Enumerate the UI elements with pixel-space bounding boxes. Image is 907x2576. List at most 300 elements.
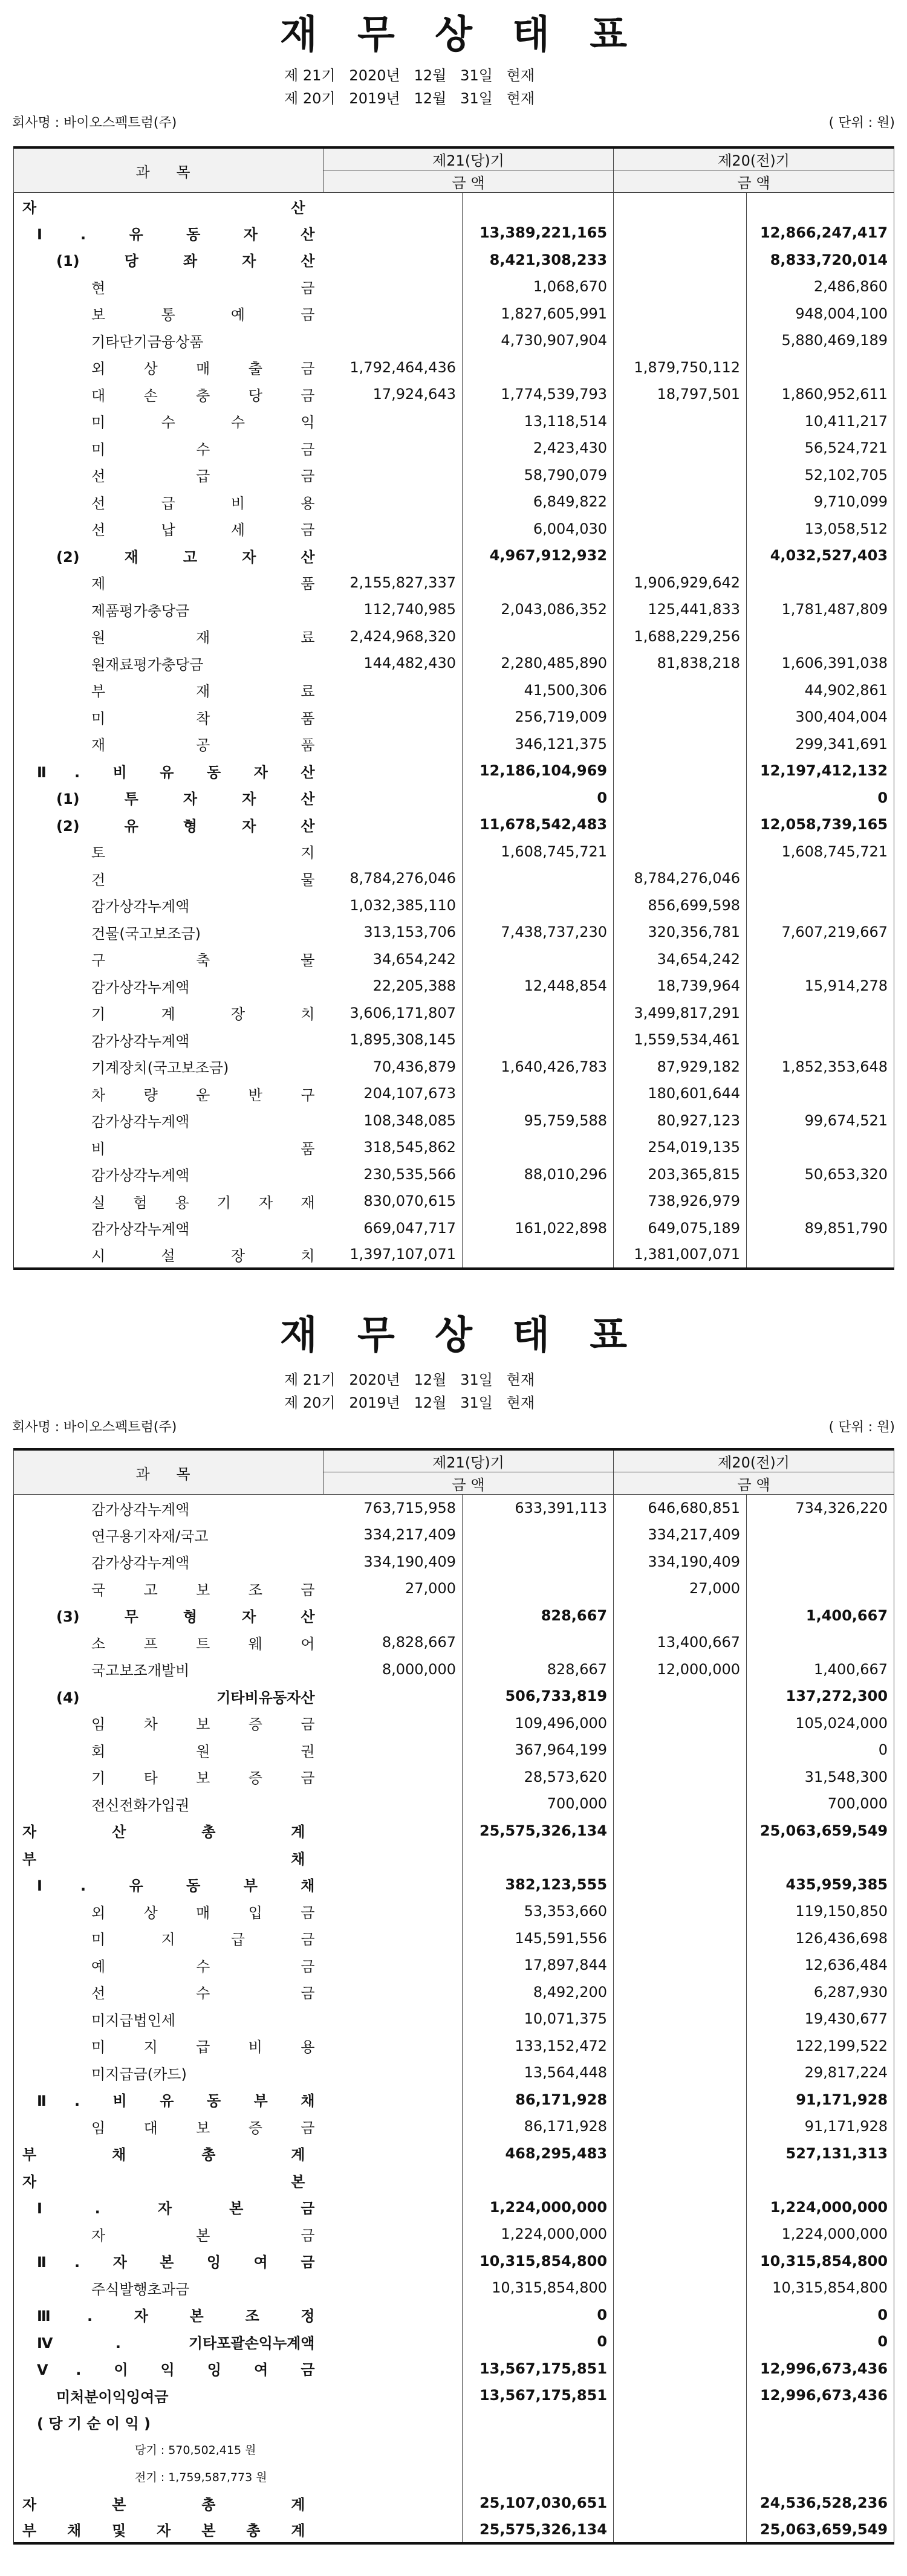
- current-detail-amount: [323, 785, 463, 812]
- meta-row: [0, 112, 907, 131]
- account-label: 회 원 권: [91, 1743, 315, 1760]
- account-header: 과 목: [14, 147, 323, 193]
- table-row: [14, 972, 894, 1000]
- account-label: (1) 당 좌 자 산: [56, 253, 315, 270]
- current-detail-amount: [323, 1764, 463, 1791]
- account-label: 선 수 금: [91, 1985, 315, 2002]
- prior-detail-amount: [614, 2409, 747, 2436]
- prior-detail-amount: [614, 731, 747, 758]
- current-detail-amount: 3,606,171,807: [323, 1000, 463, 1027]
- current-total-amount: 2,280,485,890: [463, 650, 614, 677]
- prior-detail-amount: [614, 1790, 747, 1817]
- current-detail-amount: 108,348,085: [323, 1107, 463, 1134]
- table-row: [14, 946, 894, 973]
- account-label: 미 지 급 비 용: [91, 2039, 315, 2056]
- table-row: [14, 193, 894, 220]
- prior-total-amount: 299,341,691: [747, 731, 894, 758]
- prior-detail-amount: 1,906,929,642: [614, 569, 747, 597]
- prior-total-amount: [747, 1188, 894, 1215]
- current-period-line: 제 21기 2020년 12월 31일 현재: [284, 1371, 535, 1388]
- prior-total-amount: 91,171,928: [747, 2086, 894, 2114]
- prior-detail-amount: [614, 408, 747, 435]
- current-total-amount: 1,774,539,793: [463, 381, 614, 408]
- account-label: 자 본 총 계: [22, 2496, 305, 2513]
- account-label: 감가상각누계액: [91, 979, 190, 996]
- account-label: Ⅴ. 이 익 잉 여 금: [37, 2361, 315, 2379]
- table-row: [14, 1790, 894, 1817]
- current-total-amount: [463, 569, 614, 597]
- balance-sheet-table: [13, 1448, 894, 2545]
- table-row: [14, 704, 894, 731]
- current-detail-amount: [323, 2033, 463, 2060]
- table-row: [14, 1602, 894, 1629]
- table-row: [14, 247, 894, 274]
- table-row: [14, 677, 894, 704]
- current-detail-amount: 669,047,717: [323, 1215, 463, 1242]
- current-detail-amount: [323, 1683, 463, 1710]
- current-detail-amount: 763,715,958: [323, 1495, 463, 1522]
- prior-total-amount: 15,914,278: [747, 972, 894, 1000]
- current-total-amount: [463, 946, 614, 973]
- table-row: [14, 2409, 894, 2436]
- current-period-header: 제21(당)기: [323, 147, 614, 170]
- balance-sheet-table: [13, 146, 894, 1270]
- current-detail-amount: 204,107,673: [323, 1080, 463, 1107]
- current-detail-amount: 2,424,968,320: [323, 623, 463, 650]
- current-total-amount: [463, 1080, 614, 1107]
- account-label: 자 산 총 계: [22, 1824, 305, 1841]
- current-total-amount: 0: [463, 785, 614, 812]
- current-detail-amount: [323, 2490, 463, 2517]
- prior-total-amount: [747, 1134, 894, 1161]
- prior-total-amount: 1,224,000,000: [747, 2221, 894, 2248]
- prior-total-amount: 0: [747, 2302, 894, 2329]
- current-detail-amount: [323, 247, 463, 274]
- prior-total-amount: 12,996,673,436: [747, 2355, 894, 2383]
- table-row: [14, 516, 894, 543]
- prior-total-amount: [747, 1241, 894, 1269]
- prior-detail-amount: 180,601,644: [614, 1080, 747, 1107]
- account-label: 소 프 트 웨 어: [91, 1635, 315, 1652]
- table-row: [14, 2113, 894, 2140]
- current-detail-amount: [323, 2436, 463, 2463]
- prior-total-amount: [747, 1080, 894, 1107]
- current-total-amount: 17,897,844: [463, 1952, 614, 1979]
- prior-detail-amount: [614, 1844, 747, 1871]
- account-label: 건물(국고보조금): [91, 925, 201, 942]
- current-detail-amount: [323, 2328, 463, 2355]
- table-row: [14, 2382, 894, 2409]
- prior-total-amount: 56,524,721: [747, 435, 894, 462]
- prior-total-amount: 1,400,667: [747, 1602, 894, 1629]
- table-row: [14, 2167, 894, 2194]
- current-total-amount: 828,667: [463, 1602, 614, 1629]
- current-detail-amount: 1,895,308,145: [323, 1026, 463, 1053]
- prior-detail-amount: [614, 2221, 747, 2248]
- current-detail-amount: [323, 757, 463, 785]
- current-detail-amount: [323, 2194, 463, 2221]
- prior-detail-amount: [614, 2140, 747, 2167]
- prior-total-amount: [747, 865, 894, 892]
- account-label: 부 채 총 계: [22, 2146, 305, 2164]
- prior-total-amount: [747, 1844, 894, 1871]
- current-total-amount: 58,790,079: [463, 462, 614, 489]
- prior-detail-amount: 738,926,979: [614, 1188, 747, 1215]
- current-total-amount: 53,353,660: [463, 1898, 614, 1925]
- account-label: (2) 재 고 자 산: [56, 548, 315, 566]
- table-row: [14, 1575, 894, 1602]
- account-label: 부 채: [22, 1850, 305, 1868]
- account-label: (1) 투 자 자 산: [56, 791, 315, 808]
- table-row: [14, 785, 894, 812]
- account-label: 재 공 품: [91, 737, 315, 754]
- table-row: [14, 1710, 894, 1737]
- current-total-amount: [463, 892, 614, 919]
- prior-total-amount: 137,272,300: [747, 1683, 894, 1710]
- current-detail-amount: [323, 704, 463, 731]
- current-amount-header: 금 액: [323, 1472, 614, 1495]
- current-total-amount: 1,640,426,783: [463, 1053, 614, 1081]
- current-total-amount: 28,573,620: [463, 1764, 614, 1791]
- account-label: 국 고 보 조 금: [91, 1581, 315, 1599]
- prior-total-amount: 12,197,412,132: [747, 757, 894, 785]
- table-row: [14, 300, 894, 328]
- prior-total-amount: 9,710,099: [747, 488, 894, 516]
- current-total-amount: 468,295,483: [463, 2140, 614, 2167]
- current-total-amount: [463, 2409, 614, 2436]
- account-label: 제 품: [91, 575, 315, 593]
- current-total-amount: 12,448,854: [463, 972, 614, 1000]
- account-label: 기타단기금융상품: [91, 333, 204, 351]
- account-label: 부 재 료: [91, 683, 315, 701]
- current-detail-amount: [323, 2005, 463, 2033]
- prior-detail-amount: [614, 1871, 747, 1898]
- current-total-amount: 1,608,745,721: [463, 838, 614, 866]
- current-total-amount: 11,678,542,483: [463, 811, 614, 838]
- current-detail-amount: 313,153,706: [323, 919, 463, 946]
- account-label: 감가상각누계액: [91, 1501, 190, 1518]
- account-label: 자 본 금: [91, 2227, 315, 2244]
- prior-detail-amount: [614, 2490, 747, 2517]
- current-detail-amount: [323, 300, 463, 328]
- table-row: [14, 2005, 894, 2033]
- table-row: [14, 1241, 894, 1269]
- current-total-amount: [463, 865, 614, 892]
- current-total-amount: 161,022,898: [463, 1215, 614, 1242]
- current-detail-amount: 17,924,643: [323, 381, 463, 408]
- prior-detail-amount: 646,680,851: [614, 1495, 747, 1522]
- current-total-amount: [463, 1629, 614, 1656]
- current-total-amount: 7,438,737,230: [463, 919, 614, 946]
- account-label: 자 산: [22, 199, 305, 216]
- prior-total-amount: 12,636,484: [747, 1952, 894, 1979]
- current-total-amount: 13,567,175,851: [463, 2355, 614, 2383]
- table-row: [14, 1925, 894, 1952]
- account-label: 기 타 보 증 금: [91, 1770, 315, 1787]
- prior-total-amount: [747, 623, 894, 650]
- current-detail-amount: 1,792,464,436: [323, 354, 463, 381]
- current-total-amount: 6,849,822: [463, 488, 614, 516]
- current-detail-amount: [323, 2517, 463, 2544]
- prior-total-amount: 50,653,320: [747, 1161, 894, 1188]
- current-detail-amount: 8,000,000: [323, 1656, 463, 1683]
- prior-detail-amount: [614, 704, 747, 731]
- prior-total-amount: 0: [747, 785, 894, 812]
- table-row: [14, 596, 894, 623]
- current-detail-amount: 144,482,430: [323, 650, 463, 677]
- table-row: [14, 1952, 894, 1979]
- current-detail-amount: [323, 1736, 463, 1764]
- prior-detail-amount: [614, 2463, 747, 2490]
- current-detail-amount: [323, 462, 463, 489]
- account-label: Ⅰ. 유 동 자 산: [37, 225, 315, 243]
- current-detail-amount: [323, 838, 463, 866]
- current-total-amount: 700,000: [463, 1790, 614, 1817]
- current-detail-amount: [323, 1710, 463, 1737]
- table-row: [14, 1080, 894, 1107]
- account-label: 감가상각누계액: [91, 1032, 190, 1050]
- current-total-amount: 2,043,086,352: [463, 596, 614, 623]
- prior-total-amount: 5,880,469,189: [747, 327, 894, 354]
- prior-detail-amount: [614, 1817, 747, 1845]
- prior-detail-amount: 81,838,218: [614, 650, 747, 677]
- table-row: [14, 1107, 894, 1134]
- table-row: [14, 2328, 894, 2355]
- current-detail-amount: [323, 273, 463, 300]
- prior-total-amount: [747, 1000, 894, 1027]
- current-detail-amount: [323, 435, 463, 462]
- prior-detail-amount: 1,381,007,071: [614, 1241, 747, 1269]
- prior-period-header: 제20(전)기: [614, 147, 894, 170]
- prior-detail-amount: [614, 2274, 747, 2302]
- current-total-amount: 10,315,854,800: [463, 2274, 614, 2302]
- account-label: 미 수 금: [91, 441, 315, 458]
- account-label: 감가상각누계액: [91, 1221, 190, 1238]
- current-total-amount: [463, 2167, 614, 2194]
- page-1: [0, 0, 907, 131]
- current-total-amount: 1,827,605,991: [463, 300, 614, 328]
- prior-total-amount: 12,996,673,436: [747, 2382, 894, 2409]
- prior-detail-amount: 254,019,135: [614, 1134, 747, 1161]
- account-label: 제품평가충당금: [91, 602, 190, 620]
- prior-total-amount: 99,674,521: [747, 1107, 894, 1134]
- prior-amount-header: 금 액: [614, 1472, 894, 1495]
- prior-detail-amount: 13,400,667: [614, 1629, 747, 1656]
- account-label: 구 축 물: [91, 952, 315, 969]
- prior-total-amount: 91,171,928: [747, 2113, 894, 2140]
- prior-total-amount: [747, 2409, 894, 2436]
- current-detail-amount: 22,205,388: [323, 972, 463, 1000]
- table-row: [14, 273, 894, 300]
- current-total-amount: 8,421,308,233: [463, 247, 614, 274]
- prior-total-amount: [747, 1629, 894, 1656]
- prior-detail-amount: 8,784,276,046: [614, 865, 747, 892]
- current-detail-amount: [323, 1952, 463, 1979]
- current-detail-amount: 830,070,615: [323, 1188, 463, 1215]
- current-total-amount: 367,964,199: [463, 1736, 614, 1764]
- prior-amount-header: 금 액: [614, 170, 894, 193]
- prior-detail-amount: [614, 2086, 747, 2114]
- table-row: [14, 1053, 894, 1081]
- current-detail-amount: 334,190,409: [323, 1549, 463, 1576]
- prior-total-amount: 2,486,860: [747, 273, 894, 300]
- account-label: (2) 유 형 자 산: [56, 817, 315, 835]
- prior-total-amount: 10,315,854,800: [747, 2274, 894, 2302]
- table-row: [14, 1683, 894, 1710]
- account-label: 원 재 료: [91, 629, 315, 647]
- current-total-amount: 25,575,326,134: [463, 2517, 614, 2544]
- prior-total-amount: 24,536,528,236: [747, 2490, 894, 2517]
- current-detail-amount: [323, 2355, 463, 2383]
- current-total-amount: [463, 193, 614, 220]
- prior-detail-amount: [614, 1952, 747, 1979]
- prior-total-amount: [747, 1521, 894, 1549]
- current-total-amount: 0: [463, 2328, 614, 2355]
- current-detail-amount: [323, 1925, 463, 1952]
- prior-total-amount: 1,781,487,809: [747, 596, 894, 623]
- current-period-line: 제 21기 2020년 12월 31일 현재: [284, 67, 535, 84]
- prior-detail-amount: [614, 462, 747, 489]
- current-total-amount: 109,496,000: [463, 1710, 614, 1737]
- table-row: [14, 1495, 894, 1522]
- prior-detail-amount: [614, 1736, 747, 1764]
- prior-period-line: 제 20기 2019년 12월 31일 현재: [284, 1394, 535, 1411]
- prior-detail-amount: [614, 327, 747, 354]
- period-info: [284, 64, 623, 110]
- prior-total-amount: 1,224,000,000: [747, 2194, 894, 2221]
- table-row: [14, 1844, 894, 1871]
- table-row: [14, 542, 894, 569]
- prior-detail-amount: [614, 1925, 747, 1952]
- current-detail-amount: [323, 1602, 463, 1629]
- prior-total-amount: 1,852,353,648: [747, 1053, 894, 1081]
- current-detail-amount: [323, 2248, 463, 2275]
- prior-detail-amount: [614, 300, 747, 328]
- current-detail-amount: [323, 2059, 463, 2086]
- prior-detail-amount: [614, 193, 747, 220]
- current-total-amount: [463, 1549, 614, 1576]
- table-row: [14, 1549, 894, 1576]
- current-detail-amount: [323, 2274, 463, 2302]
- prior-total-amount: 300,404,004: [747, 704, 894, 731]
- account-label: 연구용기자재/국고: [91, 1527, 209, 1545]
- prior-detail-amount: 320,356,781: [614, 919, 747, 946]
- prior-total-amount: 126,436,698: [747, 1925, 894, 1952]
- prior-total-amount: 1,608,745,721: [747, 838, 894, 866]
- prior-detail-amount: [614, 488, 747, 516]
- current-total-amount: 12,186,104,969: [463, 757, 614, 785]
- account-label: 예 수 금: [91, 1958, 315, 1975]
- current-detail-amount: [323, 516, 463, 543]
- prior-period-line: 제 20기 2019년 12월 31일 현재: [284, 90, 535, 107]
- prior-total-amount: 19,430,677: [747, 2005, 894, 2033]
- table-row: [14, 2490, 894, 2517]
- current-detail-amount: [323, 1871, 463, 1898]
- account-label: 당기 : 570,502,415 원: [135, 2444, 256, 2458]
- prior-detail-amount: [614, 2033, 747, 2060]
- account-label: 미 지 급 금: [91, 1931, 315, 1949]
- current-total-amount: 13,118,514: [463, 408, 614, 435]
- prior-detail-amount: [614, 757, 747, 785]
- current-total-amount: 25,575,326,134: [463, 1817, 614, 1845]
- current-total-amount: 10,071,375: [463, 2005, 614, 2033]
- table-row: [14, 1161, 894, 1188]
- table-row: [14, 327, 894, 354]
- prior-detail-amount: [614, 2194, 747, 2221]
- current-total-amount: 506,733,819: [463, 1683, 614, 1710]
- table-row: [14, 1871, 894, 1898]
- prior-total-amount: 1,400,667: [747, 1656, 894, 1683]
- current-total-amount: 382,123,555: [463, 1871, 614, 1898]
- prior-total-amount: [747, 892, 894, 919]
- table-row: [14, 488, 894, 516]
- prior-detail-amount: 3,499,817,291: [614, 1000, 747, 1027]
- current-detail-amount: 2,155,827,337: [323, 569, 463, 597]
- prior-detail-amount: [614, 2302, 747, 2329]
- account-label: 임 대 보 증 금: [91, 2119, 315, 2137]
- current-detail-amount: 34,654,242: [323, 946, 463, 973]
- prior-total-amount: 119,150,850: [747, 1898, 894, 1925]
- current-total-amount: 1,224,000,000: [463, 2194, 614, 2221]
- prior-detail-amount: [614, 785, 747, 812]
- prior-detail-amount: 1,559,534,461: [614, 1026, 747, 1053]
- account-label: 전신전화가입권: [91, 1796, 190, 1814]
- page-title: 재 무 상 태 표: [279, 1313, 641, 1358]
- prior-total-amount: 52,102,705: [747, 462, 894, 489]
- account-header: 과 목: [14, 1449, 323, 1495]
- prior-detail-amount: [614, 2059, 747, 2086]
- prior-total-amount: [747, 2463, 894, 2490]
- account-label: 비 품: [91, 1140, 315, 1157]
- table-row: [14, 1215, 894, 1242]
- current-detail-amount: 318,545,862: [323, 1134, 463, 1161]
- account-label: 선 급 금: [91, 468, 315, 485]
- table-row: [14, 1979, 894, 2006]
- prior-detail-amount: [614, 838, 747, 866]
- current-detail-amount: 8,784,276,046: [323, 865, 463, 892]
- current-detail-amount: 1,032,385,110: [323, 892, 463, 919]
- account-label: 현 금: [91, 279, 315, 297]
- prior-total-amount: 734,326,220: [747, 1495, 894, 1522]
- prior-detail-amount: 18,797,501: [614, 381, 747, 408]
- table-row: [14, 1656, 894, 1683]
- table-row: [14, 2221, 894, 2248]
- table-row: [14, 2517, 894, 2544]
- prior-total-amount: 105,024,000: [747, 1710, 894, 1737]
- account-label: Ⅱ. 자 본 잉 여 금: [37, 2254, 315, 2271]
- prior-total-amount: 6,287,930: [747, 1979, 894, 2006]
- current-total-amount: 4,730,907,904: [463, 327, 614, 354]
- prior-detail-amount: [614, 1898, 747, 1925]
- prior-detail-amount: [614, 2328, 747, 2355]
- table-row: [14, 919, 894, 946]
- account-label: Ⅲ. 자 본 조 정: [37, 2308, 315, 2325]
- prior-total-amount: 25,063,659,549: [747, 1817, 894, 1845]
- table-body: [14, 1495, 894, 2544]
- account-label: 미 수 수 익: [91, 414, 315, 432]
- company-name: 회사명 : 바이오스펙트럼(주): [12, 1420, 177, 1435]
- current-detail-amount: 230,535,566: [323, 1161, 463, 1188]
- prior-detail-amount: [614, 219, 747, 247]
- table-row: [14, 408, 894, 435]
- account-label: Ⅰ. 자 본 금: [37, 2200, 315, 2218]
- prior-detail-amount: [614, 2167, 747, 2194]
- current-total-amount: 1,068,670: [463, 273, 614, 300]
- current-total-amount: [463, 354, 614, 381]
- account-label: 선 급 비 용: [91, 494, 315, 512]
- table-row: [14, 1764, 894, 1791]
- current-total-amount: 41,500,306: [463, 677, 614, 704]
